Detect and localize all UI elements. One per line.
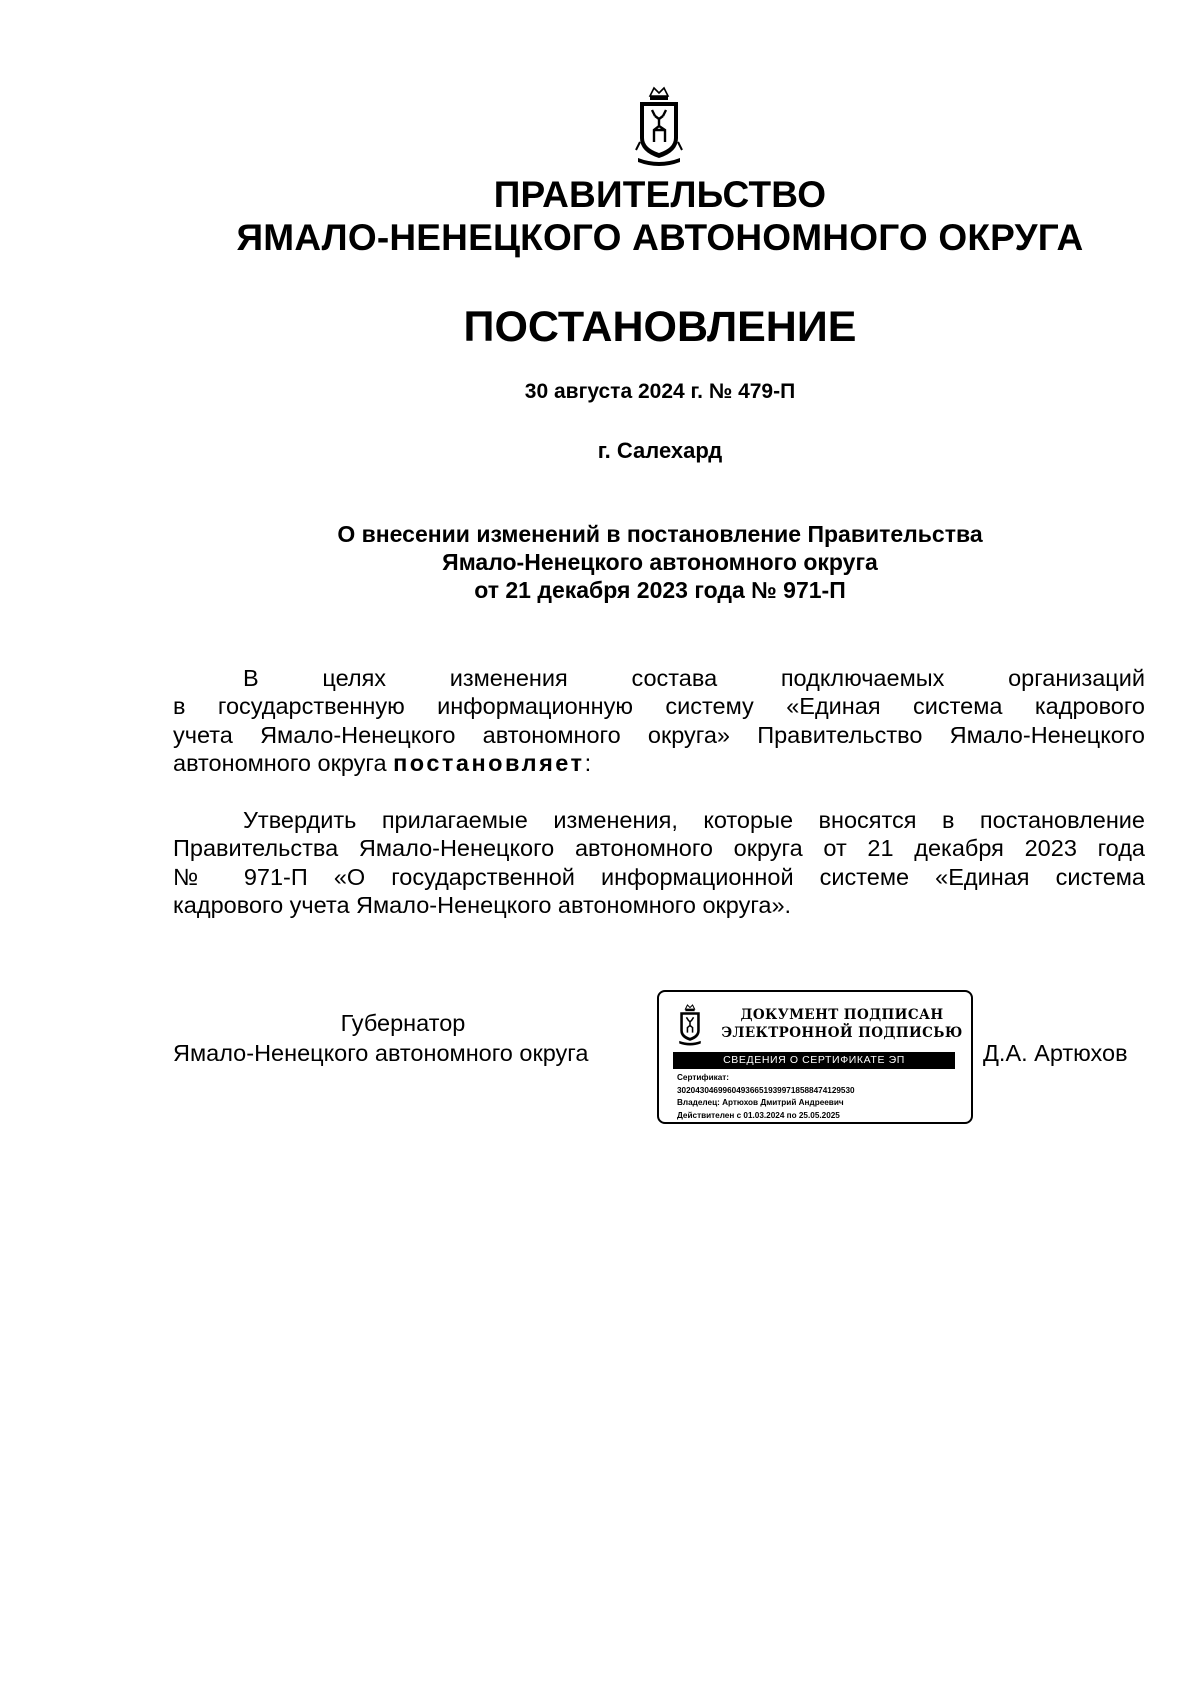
electronic-signature-stamp (657, 990, 973, 1124)
stamp-title (719, 1006, 965, 1042)
resolution-paragraph (173, 806, 1145, 919)
coat-of-arms-icon (677, 1004, 703, 1046)
paragraph-line: В целях изменения состава подключаемых организаций (243, 665, 1145, 691)
subject-line: Ямало-Ненецкого автономного округа (442, 549, 878, 575)
paragraph-line: Утвердить прилагаемые изменения, которые вносятся в постановление (243, 807, 1145, 833)
certificate-number: 302043046996049366519399718588474129530 (677, 1085, 855, 1095)
document-date-number: 30 августа 2024 г. № 479-П (524, 380, 796, 403)
paragraph-line: учета Ямало-Ненецкого автономного округа» Правительство Ямало-Ненецкого (173, 721, 1145, 748)
subject-line: О внесении изменений в постановление Правительства (337, 521, 983, 547)
stamp-title-line: ДОКУМЕНТ ПОДПИСАН (740, 1007, 944, 1023)
paragraph-line (173, 749, 1145, 777)
resolves-keyword: постановляет (393, 749, 585, 776)
certificate-owner: Владелец: Артюхов Дмитрий Андреевич (677, 1098, 844, 1107)
stamp-title-line: ЭЛЕКТРОННОЙ ПОДПИСЬЮ (721, 1025, 963, 1041)
organization-title-line1: ПРАВИТЕЛЬСТВО (493, 174, 827, 215)
document-type-title: ПОСТАНОВЛЕНИЕ (463, 303, 857, 351)
organization-title-line2: ЯМАЛО-НЕНЕЦКОГО АВТОНОМНОГО ОКРУГА (236, 217, 1084, 258)
signer-name: Д.А. Артюхов (983, 1040, 1128, 1066)
document-subject (60, 520, 1200, 604)
stamp-certificate-info (677, 1072, 855, 1122)
paragraph-line: № 971-П «О государственной информационной системе «Единая система (173, 863, 1145, 890)
paragraph-line: кадрового учета Ямало-Ненецкого автономного округа». (173, 891, 792, 918)
paragraph-line: в государственную информационную систему «Единая система кадрового (173, 693, 1145, 720)
preamble-paragraph (173, 664, 1145, 777)
subject-line: от 21 декабря 2023 года № 971-П (474, 577, 846, 603)
coat-of-arms-icon (634, 86, 684, 168)
signer-position-line2: Ямало-Ненецкого автономного округа (173, 1040, 589, 1066)
paragraph-text: автономного округа (173, 749, 394, 776)
paragraph-line: Правительства Ямало-Ненецкого автономного округа от 21 декабря 2023 года (173, 835, 1145, 862)
signer-position-line1: Губернатор (340, 1010, 466, 1036)
stamp-certificate-header: СВЕДЕНИЯ О СЕРТИФИКАТЕ ЭП (673, 1052, 955, 1069)
document-city: г. Салехард (597, 438, 723, 463)
certificate-validity: Действителен с 01.03.2024 по 25.05.2025 (677, 1110, 840, 1120)
paragraph-text: : (584, 749, 592, 776)
certificate-label: Сертификат: (677, 1073, 729, 1082)
